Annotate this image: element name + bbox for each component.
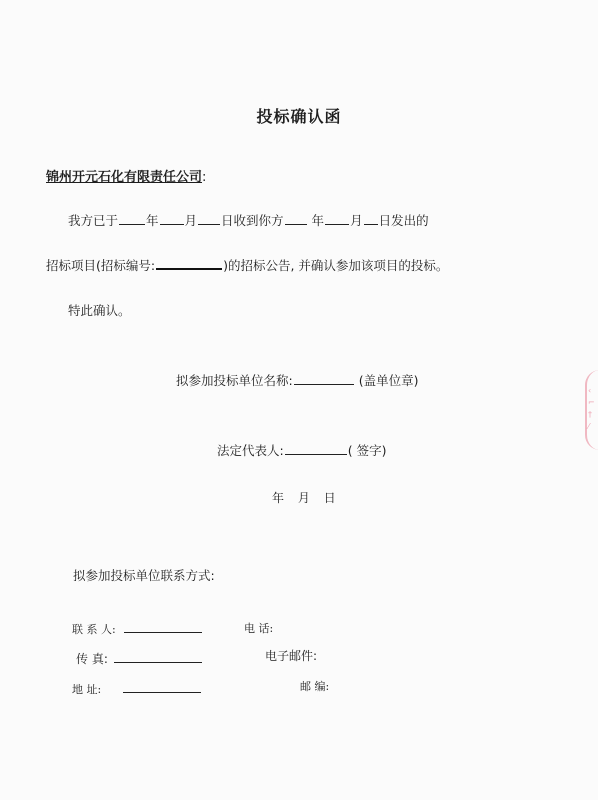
letter-title: 投标确认函 — [256, 107, 342, 126]
email-line — [265, 647, 317, 664]
phone-line — [244, 620, 273, 636]
blank-day-received[interactable] — [198, 212, 220, 225]
signing-date: 年 月 日 — [272, 491, 336, 505]
tender-text-end: )的招标公告, 并确认参加该项目的投标。 — [223, 258, 449, 273]
fax-line — [76, 650, 203, 667]
bidder-name-line — [176, 371, 418, 389]
contact-section-title: 拟参加投标单位联系方式: — [73, 568, 215, 583]
confirmation-statement: 特此确认。 — [68, 303, 131, 318]
contact-person-label: 联 系 人: — [72, 623, 116, 636]
addressee-company: 锦州开元石化有限责任公司 — [46, 170, 203, 185]
legal-rep-line — [217, 441, 386, 459]
addressee-line — [46, 166, 206, 185]
blank-day-issued[interactable] — [364, 212, 378, 225]
blank-year-issued[interactable] — [285, 212, 307, 225]
receipt-paragraph — [68, 211, 429, 229]
receipt-text-start: 我方已于 — [68, 213, 119, 228]
address-line — [72, 680, 202, 697]
blank-tender-number[interactable] — [156, 256, 222, 270]
blank-bidder-name[interactable] — [294, 372, 354, 385]
issued-year-label: 年 — [311, 213, 325, 228]
receipt-month-label: 月 — [184, 213, 198, 228]
blank-address[interactable] — [123, 680, 201, 693]
issued-month-label: 月 — [350, 213, 363, 228]
postcode-label: 邮 编: — [300, 680, 330, 693]
addressee-suffix: : — [202, 170, 207, 185]
email-label: 电子邮件: — [265, 649, 318, 663]
issued-day-label: 日发出的 — [378, 213, 429, 228]
company-seal-note: (盖单位章) — [358, 373, 419, 388]
blank-month-received[interactable] — [160, 212, 184, 225]
receipt-year-label: 年 — [146, 213, 159, 228]
tender-text-start: 招标项目(招标编号: — [46, 258, 156, 273]
blank-contact-person[interactable] — [124, 620, 202, 633]
blank-fax[interactable] — [114, 650, 202, 663]
signature-note: ( 签字) — [347, 443, 387, 458]
red-seal-fragment: ‹ ⌐ † ⁄ — [588, 386, 595, 431]
blank-legal-rep[interactable] — [285, 442, 347, 455]
fax-label: 传 真: — [76, 652, 108, 666]
blank-year-received[interactable] — [119, 212, 145, 225]
tender-paragraph — [46, 256, 448, 274]
blank-month-issued[interactable] — [325, 212, 349, 225]
bidder-name-label: 拟参加投标单位名称: — [176, 373, 293, 388]
phone-label: 电 话: — [244, 622, 274, 635]
legal-rep-label: 法定代表人: — [217, 443, 284, 458]
contact-person-line — [72, 620, 203, 637]
receipt-day-label: 日收到你方 — [221, 213, 284, 228]
address-label: 地 址: — [72, 683, 102, 696]
postcode-line — [300, 678, 329, 694]
